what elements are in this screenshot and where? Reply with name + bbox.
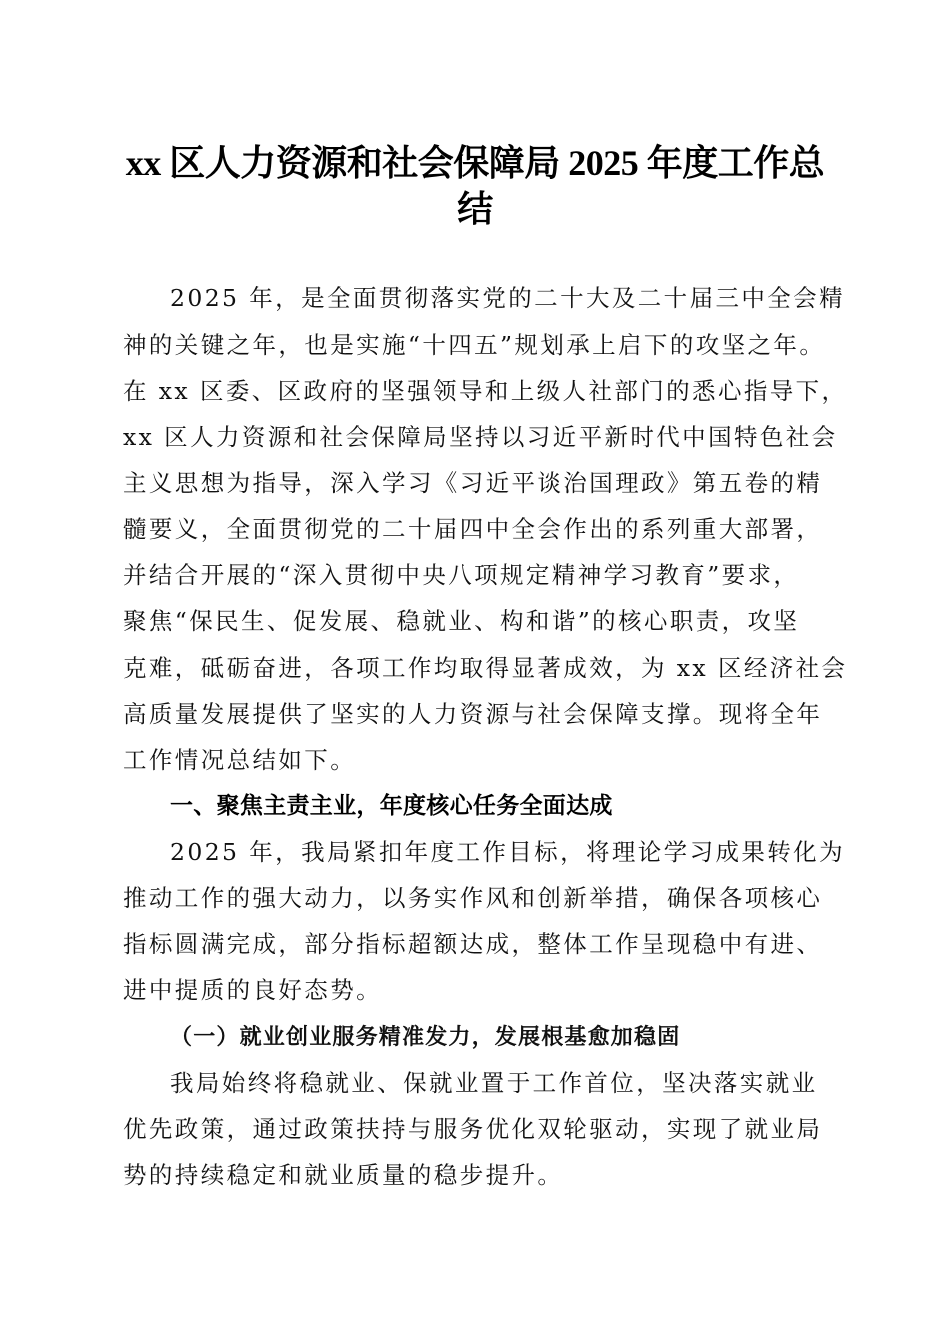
document-title-line-2: 结 <box>457 189 493 229</box>
intro-paragraph-line: 主义思想为指导，深入学习《习近平谈治国理政》第五卷的精 <box>123 469 823 497</box>
intro-paragraph-line: 高质量发展提供了坚实的人力资源与社会保障支撑。现将全年 <box>123 700 823 728</box>
intro-paragraph-line: 神的关键之年，也是实施“十四五”规划承上启下的攻坚之年。 <box>123 331 826 359</box>
section-1-paragraph-line: 指标圆满完成，部分指标超额达成，整体工作呈现稳中有进、 <box>123 930 823 958</box>
section-1-paragraph-line: 2025 年，我局紧扣年度工作目标，将理论学习成果转化为 <box>170 838 845 866</box>
intro-paragraph-line: xx 区人力资源和社会保障局坚持以习近平新时代中国特色社会 <box>123 423 838 451</box>
section-1-heading: 一、聚焦主责主业，年度核心任务全面达成 <box>170 793 613 819</box>
section-1-paragraph-line: 推动工作的强大动力，以务实作风和创新举措，确保各项核心 <box>123 884 823 912</box>
intro-paragraph-line: 克难，砥砺奋进，各项工作均取得显著成效，为 xx 区经济社会 <box>123 654 848 682</box>
intro-paragraph-line: 聚焦“保民生、促发展、稳就业、构和谐”的核心职责，攻坚 <box>123 607 800 635</box>
subsection-1-heading: （一）就业创业服务精准发力，发展根基愈加稳固 <box>170 1024 681 1050</box>
intro-paragraph-line: 并结合开展的“深入贯彻中央八项规定精神学习教育”要求， <box>123 561 800 589</box>
intro-paragraph-line: 2025 年，是全面贯彻落实党的二十大及二十届三中全会精 <box>170 284 845 312</box>
document-title-line-1: xx 区人力资源和社会保障局 2025 年度工作总 <box>125 143 825 183</box>
section-1-paragraph-line: 进中提质的良好态势。 <box>123 976 382 1004</box>
subsection-1-paragraph-line: 我局始终将稳就业、保就业置于工作首位，坚决落实就业 <box>170 1069 818 1097</box>
subsection-1-paragraph-line: 势的持续稳定和就业质量的稳步提升。 <box>123 1161 564 1189</box>
intro-paragraph-line: 髓要义，全面贯彻党的二十届四中全会作出的系列重大部署， <box>123 515 823 543</box>
subsection-1-paragraph-line: 优先政策，通过政策扶持与服务优化双轮驱动，实现了就业局 <box>123 1115 823 1143</box>
intro-paragraph-line: 在 xx 区委、区政府的坚强领导和上级人社部门的悉心指导下， <box>123 377 848 405</box>
intro-paragraph-line: 工作情况总结如下。 <box>123 746 357 774</box>
